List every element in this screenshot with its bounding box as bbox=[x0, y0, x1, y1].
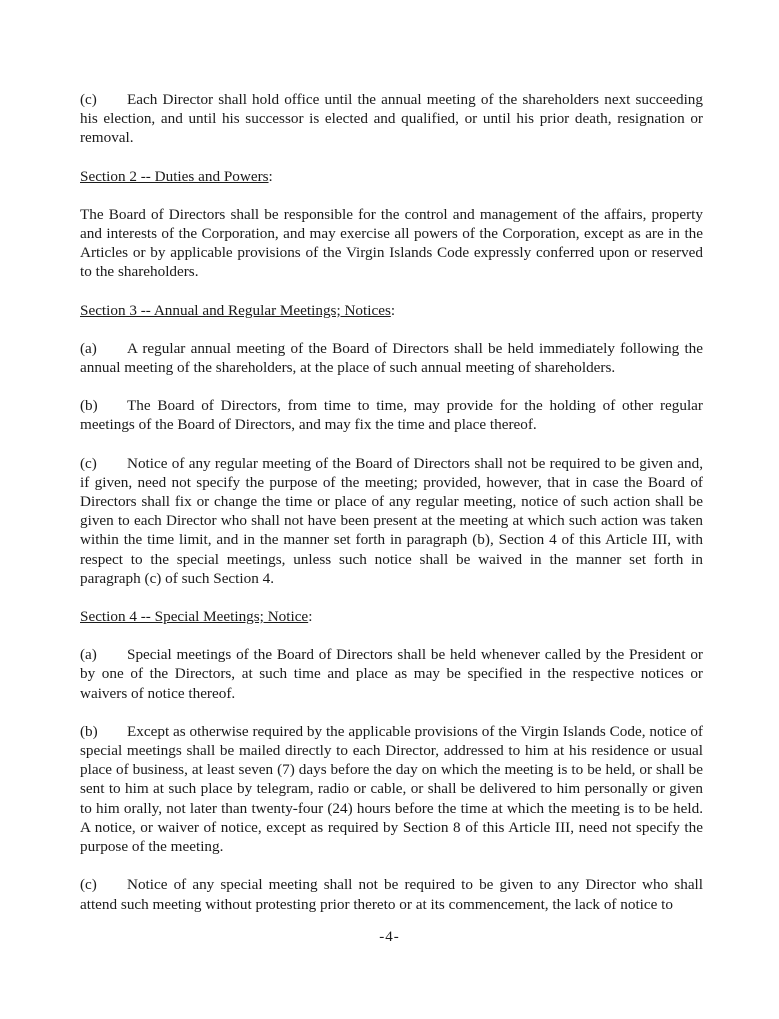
paragraph-section3-b bbox=[80, 396, 703, 434]
paragraph-label: (b) bbox=[80, 722, 98, 740]
paragraph-text: A regular annual meeting of the Board of Directors shall be held immediately following the annual meeting of the shareholders, at the place of such annual meeting of shareholders. bbox=[80, 339, 703, 377]
paragraph-section1-c bbox=[80, 90, 703, 148]
section-3-heading bbox=[80, 301, 703, 320]
paragraph-text: Notice of any special meeting shall not be required to be given to any Director who shall attend such meeting without protesting prior thereto or at its commencement, the lack of notice to bbox=[80, 876, 703, 913]
section-2-heading bbox=[80, 167, 703, 186]
heading-text: Section 4 -- Special Meetings; Notice bbox=[80, 608, 309, 626]
paragraph-text: Each Director shall hold office until the annual meeting of the shareholders next succeeding his election, and until his successor is elected and qualified, or until his prior death, resignation or removal. bbox=[80, 91, 703, 147]
heading-suffix: : bbox=[308, 608, 313, 626]
paragraph-label: (a) bbox=[80, 339, 97, 357]
paragraph-label: (c) bbox=[80, 91, 97, 108]
heading-text: Section 3 -- Annual and Regular Meetings; Notices bbox=[80, 301, 391, 319]
heading-text: Section 2 -- Duties and Powers bbox=[80, 167, 269, 185]
paragraph-section4-b bbox=[80, 722, 703, 856]
paragraph-section4-a bbox=[80, 645, 703, 703]
paragraph-label: (c) bbox=[80, 876, 97, 894]
heading-suffix: : bbox=[390, 301, 396, 319]
paragraph-section3-a bbox=[80, 339, 703, 377]
paragraph-text: Notice of any regular meeting of the Board of Directors shall not be required to be given and, if given, need not specify the purpose of the meeting; provided, however, that in case the Board of Directors shall fix or change the time or place of any regular meeting, notice of such action shall be given to each Director who shall not have been present at the meeting at which such action was taken within the time limit, and in the manner set forth in paragraph (b), Section 4 of this Article III, with respect to the special meetings, unless such notice shall be waived in the manner set forth in paragraph (c) of such Section 4. bbox=[80, 454, 703, 587]
paragraph-text: Special meetings of the Board of Directors shall be held whenever called by the President or by one of the Directors, at such time and place as may be specified in the respective notices or waivers of notice thereof. bbox=[80, 646, 703, 702]
paragraph-text: The Board of Directors shall be responsible for the control and management of the affairs, property and interests of the Corporation, and may exercise all powers of the Corporation, except as are in the Articles or by applicable provisions of the Virgin Islands Code expressly conferred upon or reserved to the shareholders. bbox=[80, 205, 703, 281]
paragraph-label: (c) bbox=[80, 454, 97, 472]
paragraph-label: (b) bbox=[80, 397, 98, 415]
paragraph-text: Except as otherwise required by the applicable provisions of the Virgin Islands Code, notice of special meetings shall be mailed directly to each Director, addressed to him at his residence or usual place of business, at least seven (7) days before the day on which the meeting is to be held, or shall be sent to him at such place by telegram, radio or cable, or shall be delivered to him personally or given to him orally, not later than twenty-four (24) hours before the time at which the meeting is to be held. A notice, or waiver of notice, except as required by Section 8 of this Article III, need not specify the purpose of the meeting. bbox=[80, 722, 703, 856]
paragraph-section2-body bbox=[80, 205, 703, 282]
page-number: -4- bbox=[379, 929, 400, 945]
paragraph-section4-c bbox=[80, 875, 703, 913]
heading-suffix: : bbox=[268, 167, 273, 185]
paragraph-text: The Board of Directors, from time to time, may provide for the holding of other regular meetings of the Board of Directors, and may fix the time and place thereof. bbox=[80, 397, 703, 434]
paragraph-label: (a) bbox=[80, 646, 97, 664]
paragraph-section3-c bbox=[80, 454, 703, 588]
section-4-heading bbox=[80, 607, 703, 626]
